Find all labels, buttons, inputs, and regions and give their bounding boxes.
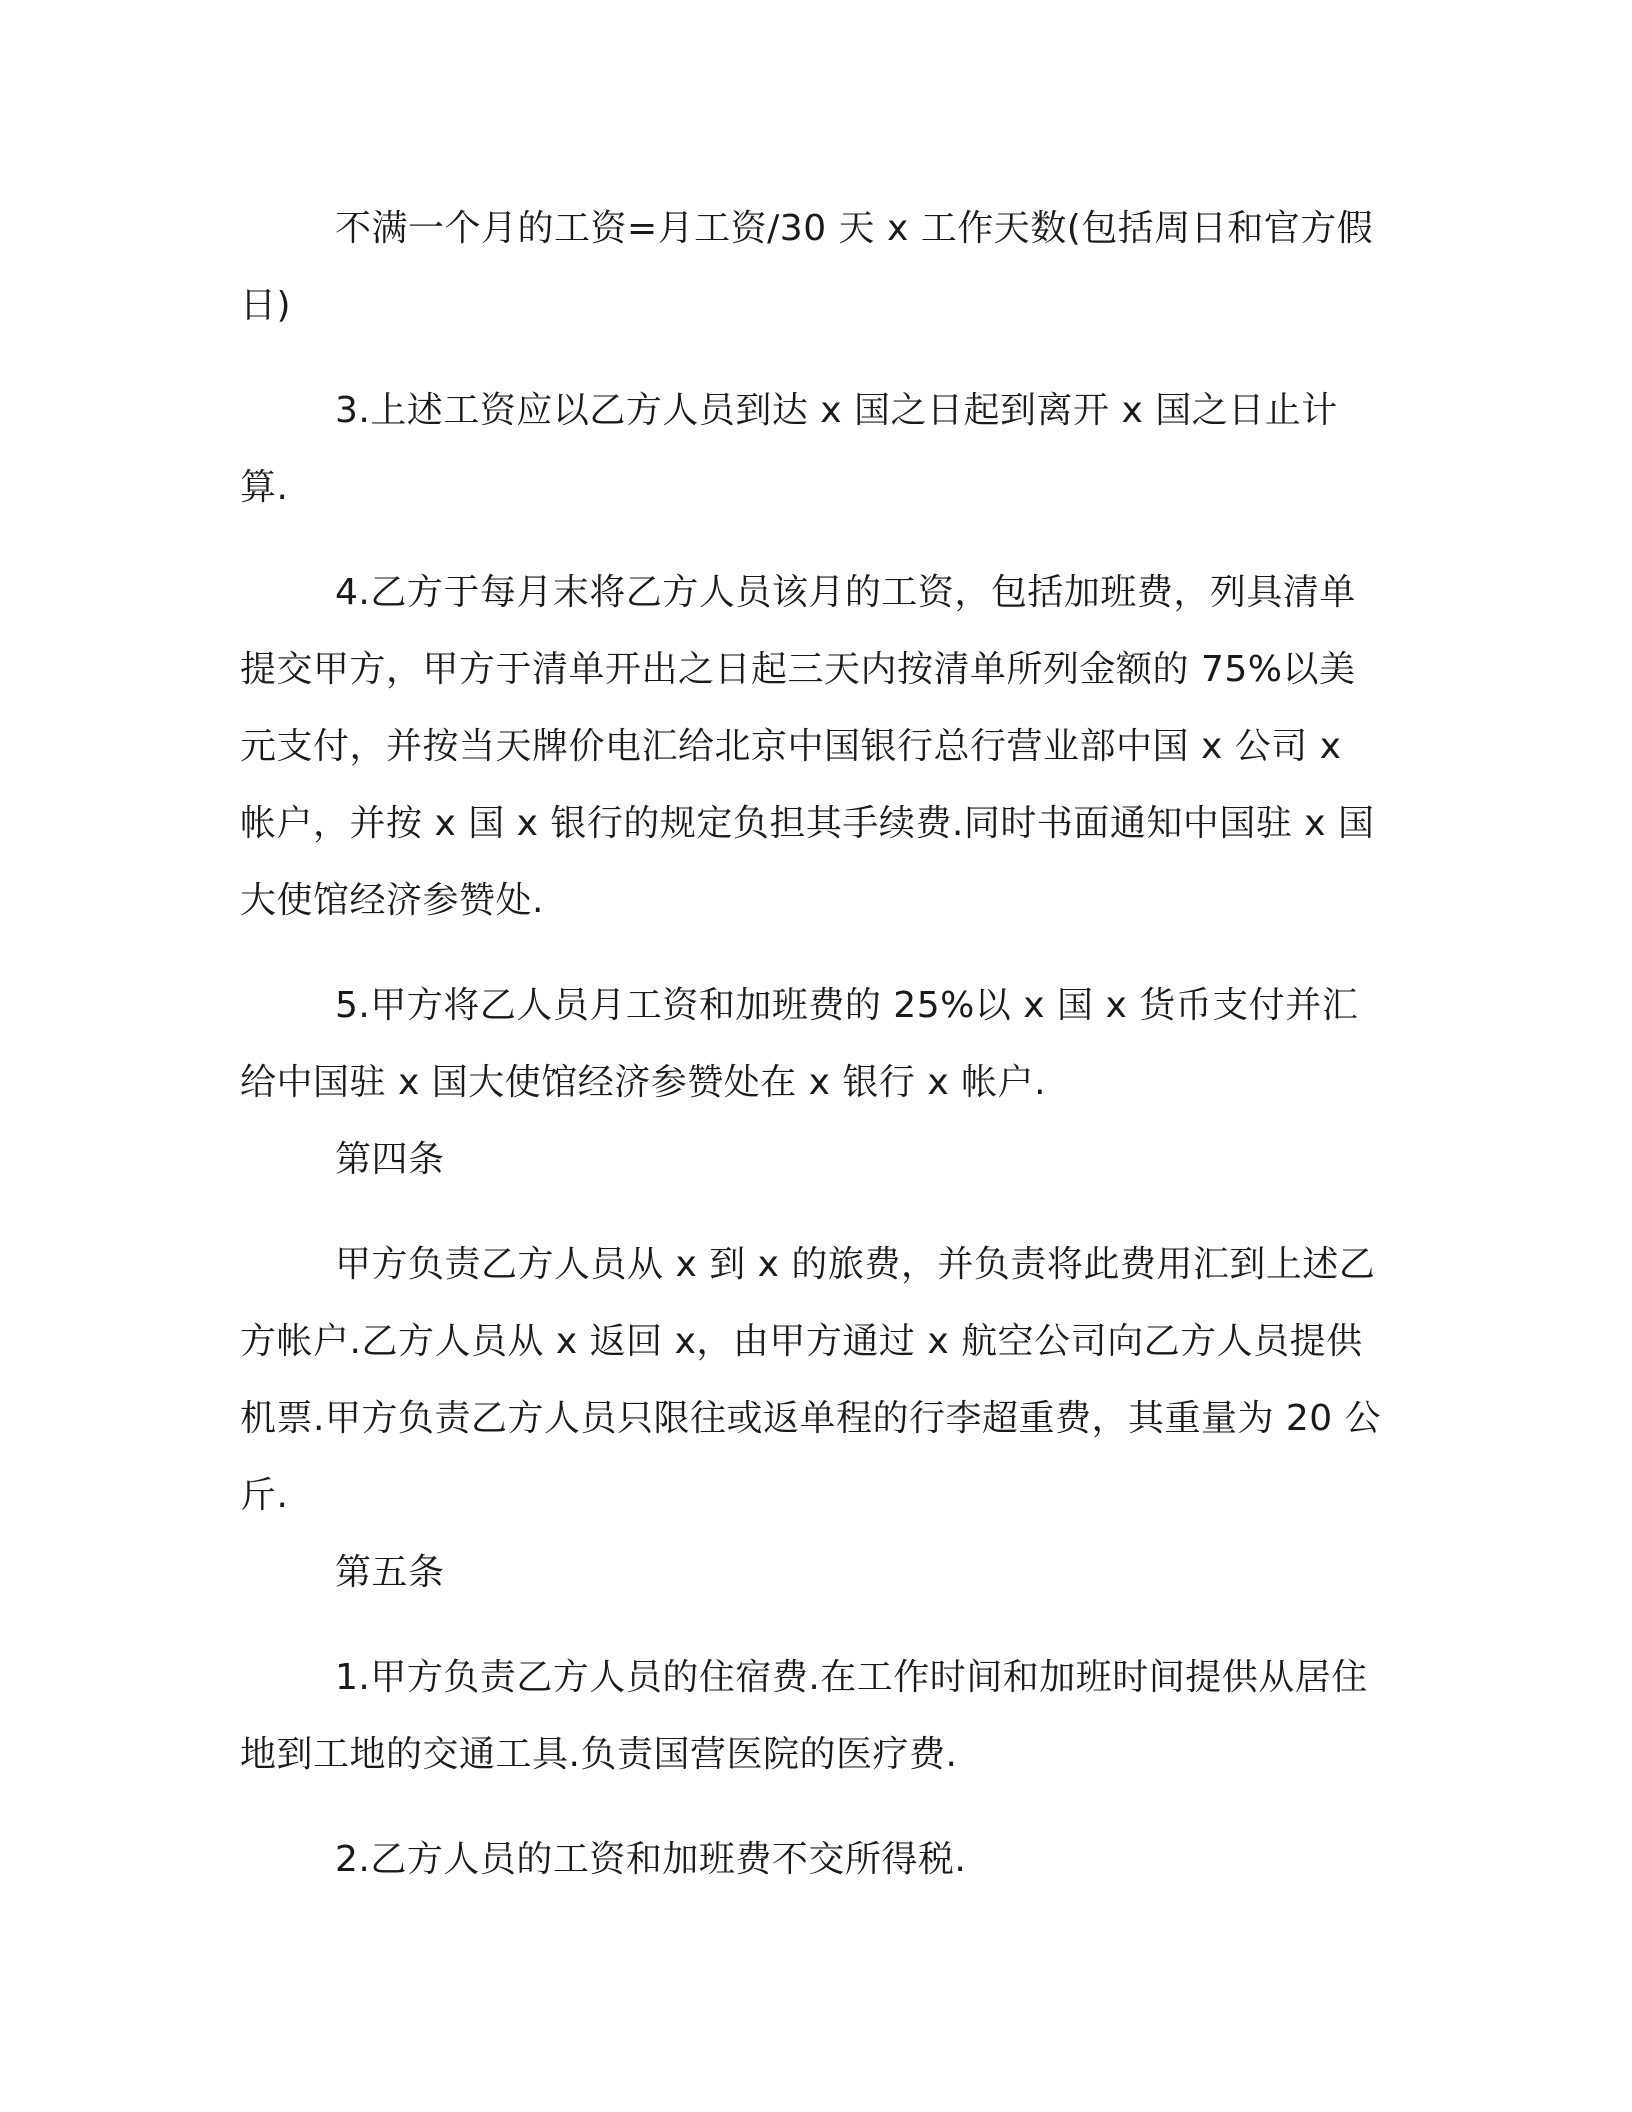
paragraph-clause-4: 4.乙方于每月末将乙方人员该月的工资，包括加班费，列具清单提交甲方，甲方于清单开出之日起三天内按清单所列金额的 75%以美元支付，并按当天牌价电汇给北京中国银行总行营业部中国 x 公司 x 帐户，并按 x 国 x 银行的规定负担其手续费.同时书面通知中国驻 x 国大使馆经济参赞处.: [240, 572, 1375, 921]
article-4-heading: 第四条: [335, 1139, 445, 1180]
article-5-heading: 第五条: [335, 1552, 445, 1593]
paragraph-clause-5: 5.甲方将乙人员月工资和加班费的 25%以 x 国 x 货币支付并汇给中国驻 x 国大使馆经济参赞处在 x 银行 x 帐户.: [240, 985, 1359, 1103]
paragraph-article-5-item-2: 2.乙方人员的工资和加班费不交所得税.: [335, 1839, 967, 1880]
paragraph-article-5-item-1: 1.甲方负责乙方人员的住宿费.在工作时间和加班时间提供从居住地到工地的交通工具.负责国营医院的医疗费.: [240, 1657, 1368, 1775]
paragraph-clause-3: 3.上述工资应以乙方人员到达 x 国之日起到离开 x 国之日止计算.: [240, 390, 1338, 508]
paragraph-article-4-travel: 甲方负责乙方人员从 x 到 x 的旅费，并负责将此费用汇到上述乙方帐户.乙方人员从 x 返回 x，由甲方通过 x 航空公司向乙方人员提供机票.甲方负责乙方人员只限往或返单程的行李超重费，其重量为 20 公斤.: [240, 1244, 1382, 1516]
document-body: [240, 190, 1385, 1898]
paragraph-partial-month-salary: 不满一个月的工资=月工资/30 天 x 工作天数(包括周日和官方假日): [240, 208, 1374, 326]
